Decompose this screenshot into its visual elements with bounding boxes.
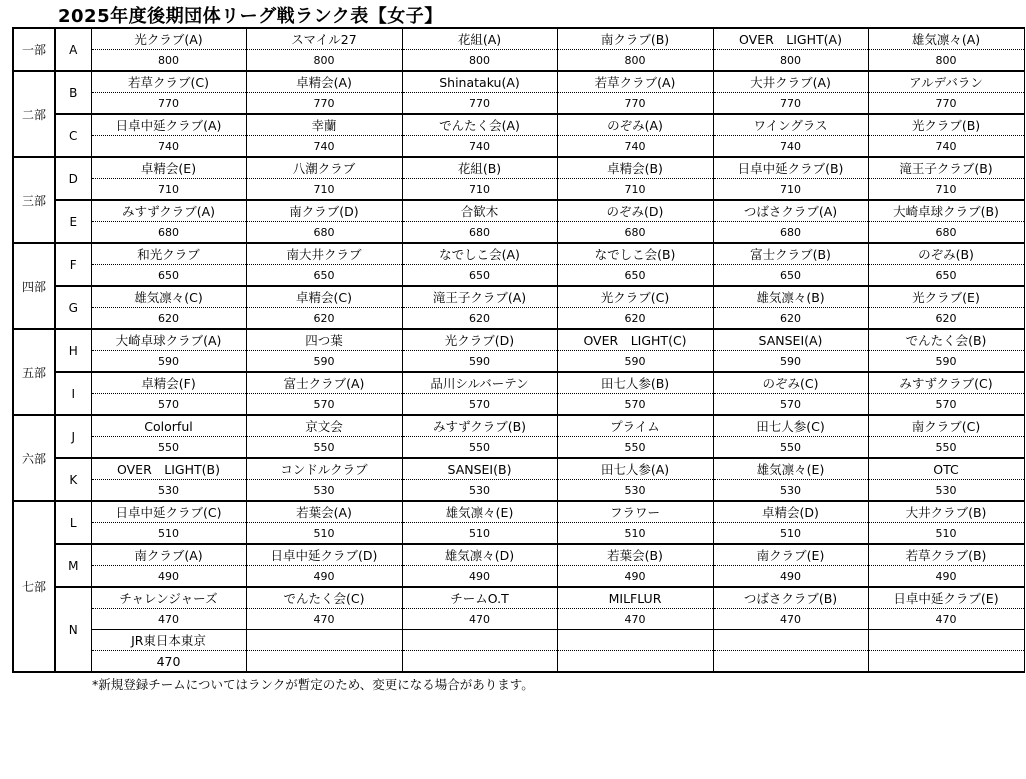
team-name: 南クラブ(D): [246, 200, 402, 222]
team-name: MILFLUR: [557, 587, 713, 609]
team-rank: 470: [868, 609, 1024, 630]
league-label: K: [55, 458, 91, 501]
team-name: ワイングラス: [713, 114, 868, 136]
team-rank: 650: [246, 265, 402, 287]
team-rank: 770: [91, 93, 246, 115]
team-rank: 740: [868, 136, 1024, 158]
division-label: 七部: [13, 501, 55, 672]
team-rank: 570: [246, 394, 402, 416]
team-name: つばさクラブ(A): [713, 200, 868, 222]
team-name: でんたく会(B): [868, 329, 1024, 351]
division-label: 二部: [13, 71, 55, 157]
footnote: *新規登録チームについてはランクが暫定のため、変更になる場合があります。: [92, 677, 534, 692]
team-rank: 620: [557, 308, 713, 330]
empty-rank-cell: [713, 651, 868, 673]
team-name: 卓精会(C): [246, 286, 402, 308]
team-rank: 590: [402, 351, 557, 373]
team-rank: 470: [246, 609, 402, 630]
team-name: 南クラブ(B): [557, 28, 713, 50]
team-rank: 510: [868, 523, 1024, 545]
team-name: 卓精会(E): [91, 157, 246, 179]
team-rank: 740: [402, 136, 557, 158]
team-rank: 590: [91, 351, 246, 373]
team-name: 雄気凛々(C): [91, 286, 246, 308]
team-rank: 650: [868, 265, 1024, 287]
team-rank: 530: [402, 480, 557, 502]
team-rank: 570: [91, 394, 246, 416]
empty-rank-cell: [868, 651, 1024, 673]
team-rank: 570: [557, 394, 713, 416]
team-name: 南クラブ(A): [91, 544, 246, 566]
team-name: 富士クラブ(B): [713, 243, 868, 265]
team-name: 日卓中延クラブ(C): [91, 501, 246, 523]
team-name: 品川シルバーテン: [402, 372, 557, 394]
team-rank: 470: [402, 609, 557, 630]
team-rank: 650: [557, 265, 713, 287]
team-name: 日卓中延クラブ(B): [713, 157, 868, 179]
team-name: 花組(A): [402, 28, 557, 50]
division-label: 三部: [13, 157, 55, 243]
empty-team-cell: [868, 630, 1024, 651]
team-name: 若葉会(B): [557, 544, 713, 566]
team-name: つばさクラブ(B): [713, 587, 868, 609]
team-rank: 550: [868, 437, 1024, 459]
team-rank: 620: [713, 308, 868, 330]
team-name: 南クラブ(E): [713, 544, 868, 566]
empty-team-cell: [713, 630, 868, 651]
team-name: 卓精会(D): [713, 501, 868, 523]
league-label: B: [55, 71, 91, 114]
team-rank: 470: [557, 609, 713, 630]
team-rank: 510: [91, 523, 246, 545]
team-rank: 550: [402, 437, 557, 459]
team-name: みすずクラブ(B): [402, 415, 557, 437]
team-rank: 530: [246, 480, 402, 502]
division-label: 一部: [13, 28, 55, 71]
team-rank: 710: [246, 179, 402, 201]
page-title: 2025年度後期団体リーグ戦ランク表【女子】: [58, 6, 443, 27]
team-name: 卓精会(B): [557, 157, 713, 179]
team-rank: 770: [246, 93, 402, 115]
team-rank: 680: [868, 222, 1024, 244]
division-label: 五部: [13, 329, 55, 415]
team-name: OVER LIGHT(C): [557, 329, 713, 351]
team-name: 南大井クラブ: [246, 243, 402, 265]
team-name: なでしこ会(A): [402, 243, 557, 265]
team-name: OTC: [868, 458, 1024, 480]
team-rank: 710: [91, 179, 246, 201]
team-rank: 800: [402, 50, 557, 72]
league-label: L: [55, 501, 91, 544]
team-name: 雄気凛々(A): [868, 28, 1024, 50]
team-name: スマイル27: [246, 28, 402, 50]
team-name: 日卓中延クラブ(A): [91, 114, 246, 136]
team-name: 雄気凛々(B): [713, 286, 868, 308]
league-label: E: [55, 200, 91, 243]
team-name: コンドルクラブ: [246, 458, 402, 480]
team-name: でんたく会(A): [402, 114, 557, 136]
empty-rank-cell: [402, 651, 557, 673]
team-name: OVER LIGHT(A): [713, 28, 868, 50]
team-rank: 800: [868, 50, 1024, 72]
team-rank: 590: [713, 351, 868, 373]
team-name: 若草クラブ(B): [868, 544, 1024, 566]
league-label: C: [55, 114, 91, 157]
team-rank: 570: [713, 394, 868, 416]
team-rank: 770: [557, 93, 713, 115]
team-name: チームO.T: [402, 587, 557, 609]
team-name: みすずクラブ(A): [91, 200, 246, 222]
team-rank: 570: [402, 394, 557, 416]
team-rank: 800: [91, 50, 246, 72]
team-name: のぞみ(A): [557, 114, 713, 136]
team-rank: 680: [246, 222, 402, 244]
team-name: 若葉会(A): [246, 501, 402, 523]
team-name: 四つ葉: [246, 329, 402, 351]
team-name: プライム: [557, 415, 713, 437]
team-rank: 650: [713, 265, 868, 287]
team-rank: 620: [402, 308, 557, 330]
team-name: 花組(B): [402, 157, 557, 179]
team-rank: 570: [868, 394, 1024, 416]
team-rank: 510: [246, 523, 402, 545]
team-name: 卓精会(F): [91, 372, 246, 394]
division-label: 六部: [13, 415, 55, 501]
team-rank: 490: [402, 566, 557, 588]
team-rank: 710: [557, 179, 713, 201]
team-rank: 530: [868, 480, 1024, 502]
team-name: 光クラブ(C): [557, 286, 713, 308]
team-name: JR東日本東京: [91, 630, 246, 651]
league-label: H: [55, 329, 91, 372]
team-rank: 590: [868, 351, 1024, 373]
team-rank: 510: [557, 523, 713, 545]
team-rank: 490: [91, 566, 246, 588]
team-rank: 680: [713, 222, 868, 244]
team-name: 光クラブ(D): [402, 329, 557, 351]
team-rank: 740: [557, 136, 713, 158]
team-rank: 470: [91, 651, 246, 673]
team-name: 卓精会(A): [246, 71, 402, 93]
league-label: G: [55, 286, 91, 329]
team-rank: 550: [557, 437, 713, 459]
team-rank: 550: [91, 437, 246, 459]
team-name: 大井クラブ(B): [868, 501, 1024, 523]
team-name: Shinataku(A): [402, 71, 557, 93]
team-rank: 490: [868, 566, 1024, 588]
team-name: 滝王子クラブ(B): [868, 157, 1024, 179]
team-name: SANSEI(B): [402, 458, 557, 480]
team-name: OVER LIGHT(B): [91, 458, 246, 480]
empty-team-cell: [557, 630, 713, 651]
team-name: フラワー: [557, 501, 713, 523]
team-rank: 740: [713, 136, 868, 158]
team-name: 京文会: [246, 415, 402, 437]
team-rank: 530: [557, 480, 713, 502]
team-name: アルデバラン: [868, 71, 1024, 93]
team-name: 八潮クラブ: [246, 157, 402, 179]
team-rank: 620: [91, 308, 246, 330]
team-rank: 680: [557, 222, 713, 244]
team-name: 富士クラブ(A): [246, 372, 402, 394]
team-rank: 800: [246, 50, 402, 72]
team-rank: 740: [246, 136, 402, 158]
team-name: チャレンジャーズ: [91, 587, 246, 609]
team-name: 田七人参(B): [557, 372, 713, 394]
team-name: のぞみ(D): [557, 200, 713, 222]
team-name: 和光クラブ: [91, 243, 246, 265]
team-rank: 740: [91, 136, 246, 158]
team-rank: 470: [713, 609, 868, 630]
league-label: F: [55, 243, 91, 286]
league-label: D: [55, 157, 91, 200]
league-label: N: [55, 587, 91, 672]
team-rank: 590: [246, 351, 402, 373]
team-rank: 800: [557, 50, 713, 72]
team-name: 田七人参(C): [713, 415, 868, 437]
team-rank: 770: [868, 93, 1024, 115]
team-rank: 680: [91, 222, 246, 244]
team-name: 合歓木: [402, 200, 557, 222]
league-label: J: [55, 415, 91, 458]
team-rank: 620: [868, 308, 1024, 330]
league-label: M: [55, 544, 91, 587]
team-name: 幸蘭: [246, 114, 402, 136]
team-rank: 590: [557, 351, 713, 373]
team-rank: 550: [713, 437, 868, 459]
team-name: SANSEI(A): [713, 329, 868, 351]
team-rank: 770: [713, 93, 868, 115]
team-name: のぞみ(B): [868, 243, 1024, 265]
team-rank: 650: [91, 265, 246, 287]
empty-team-cell: [402, 630, 557, 651]
league-label: A: [55, 28, 91, 71]
rank-table: [12, 27, 1025, 673]
team-name: 田七人参(A): [557, 458, 713, 480]
team-rank: 650: [402, 265, 557, 287]
team-rank: 710: [713, 179, 868, 201]
team-name: 日卓中延クラブ(E): [868, 587, 1024, 609]
team-rank: 510: [402, 523, 557, 545]
division-label: 四部: [13, 243, 55, 329]
team-rank: 680: [402, 222, 557, 244]
team-rank: 490: [557, 566, 713, 588]
team-rank: 710: [402, 179, 557, 201]
team-rank: 710: [868, 179, 1024, 201]
team-name: でんたく会(C): [246, 587, 402, 609]
team-rank: 620: [246, 308, 402, 330]
team-name: 日卓中延クラブ(D): [246, 544, 402, 566]
empty-rank-cell: [246, 651, 402, 673]
team-name: 光クラブ(E): [868, 286, 1024, 308]
team-name: 雄気凛々(E): [713, 458, 868, 480]
team-rank: 530: [91, 480, 246, 502]
team-name: 若草クラブ(A): [557, 71, 713, 93]
league-label: I: [55, 372, 91, 415]
team-rank: 800: [713, 50, 868, 72]
team-rank: 490: [713, 566, 868, 588]
team-name: 南クラブ(C): [868, 415, 1024, 437]
team-name: みすずクラブ(C): [868, 372, 1024, 394]
team-name: Colorful: [91, 415, 246, 437]
empty-team-cell: [246, 630, 402, 651]
empty-rank-cell: [557, 651, 713, 673]
team-name: 大崎卓球クラブ(B): [868, 200, 1024, 222]
team-rank: 770: [402, 93, 557, 115]
team-rank: 490: [246, 566, 402, 588]
team-name: 大崎卓球クラブ(A): [91, 329, 246, 351]
team-name: なでしこ会(B): [557, 243, 713, 265]
team-name: のぞみ(C): [713, 372, 868, 394]
team-rank: 530: [713, 480, 868, 502]
team-rank: 470: [91, 609, 246, 630]
team-name: 光クラブ(A): [91, 28, 246, 50]
team-name: 大井クラブ(A): [713, 71, 868, 93]
team-name: 光クラブ(B): [868, 114, 1024, 136]
team-name: 雄気凛々(E): [402, 501, 557, 523]
team-rank: 550: [246, 437, 402, 459]
team-name: 滝王子クラブ(A): [402, 286, 557, 308]
team-name: 雄気凛々(D): [402, 544, 557, 566]
team-name: 若草クラブ(C): [91, 71, 246, 93]
team-rank: 510: [713, 523, 868, 545]
